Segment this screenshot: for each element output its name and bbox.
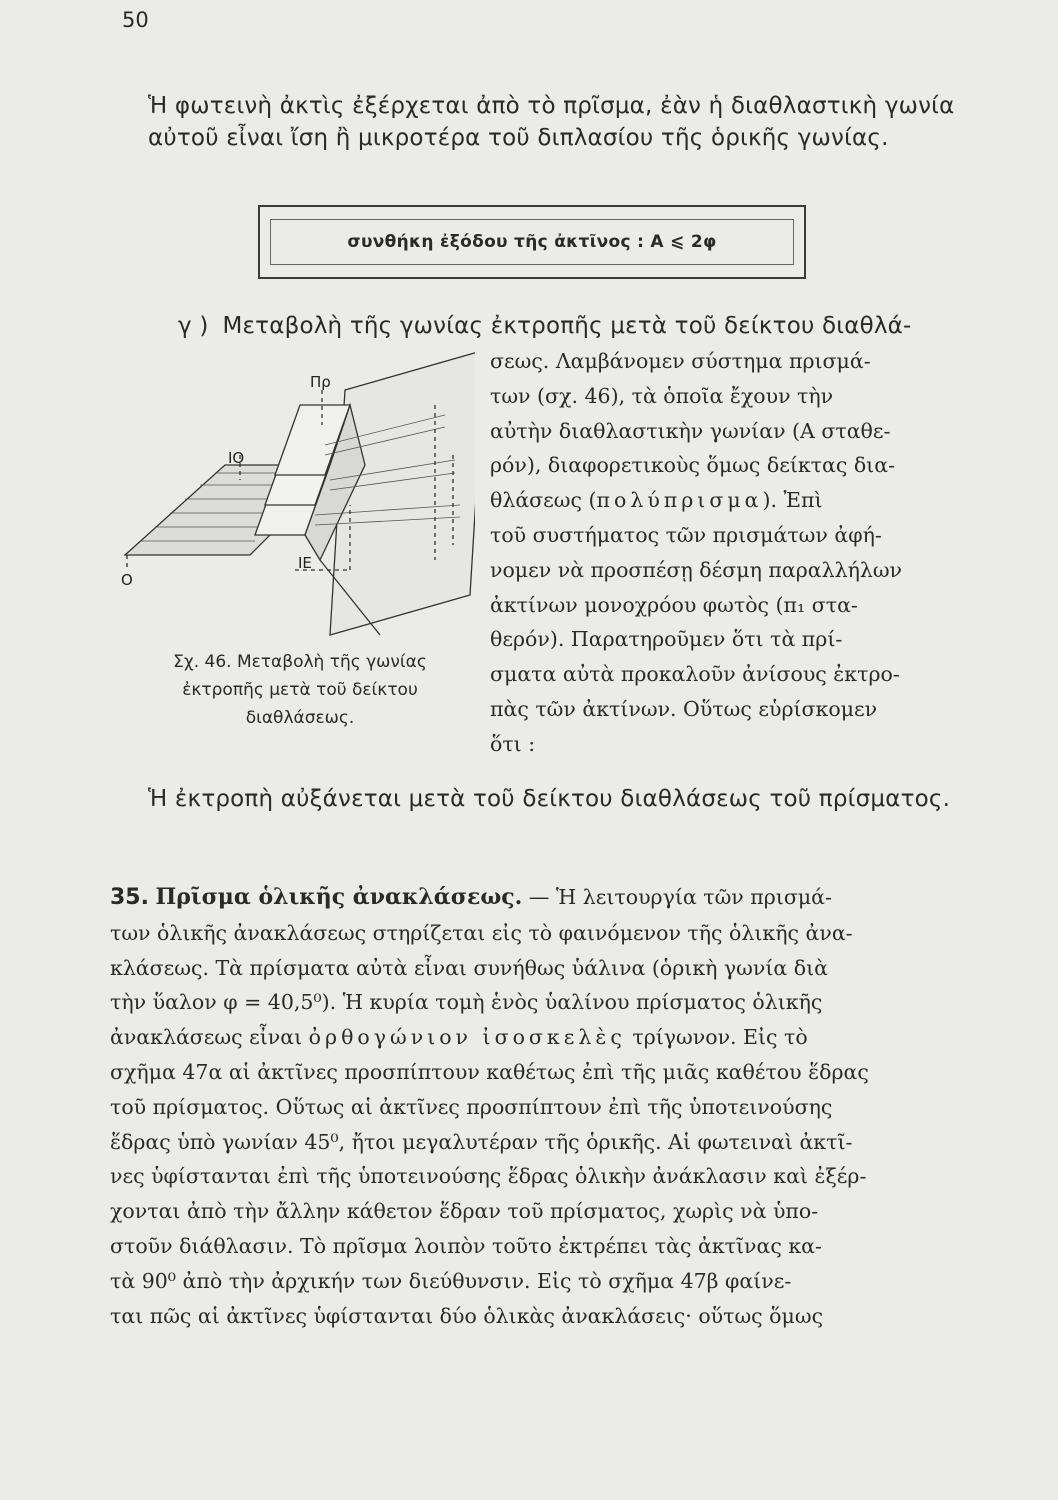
polyprism-figure	[115, 345, 475, 650]
section-gamma-body	[490, 344, 960, 762]
section-35	[110, 880, 960, 1333]
text-line	[490, 483, 960, 518]
page-number: 50	[122, 8, 149, 32]
condition-text: συνθήκη ἐξόδου τῆς ἀκτῖνος : Α ⩽ 2φ	[270, 219, 794, 265]
text-fragment: ). Ἐπὶ	[762, 488, 823, 513]
section-35-heading-line	[110, 880, 960, 916]
text-line: νομεν νὰ προσπέσῃ δέσμη παραλλήλων	[490, 557, 903, 582]
label-io: ΙΟ	[228, 449, 245, 467]
text-line: ρόν), διαφορετικοὺς ὅμως δείκτας δια-	[490, 453, 895, 478]
text-line: κλάσεως. Τὰ πρίσματα αὐτὰ εἶναι συνήθως ὑάλινα (ὁρικὴ γωνία διὰ	[110, 955, 828, 980]
text-line: ἀκτίνων μονοχρόου φωτὸς (π₁ στα-	[490, 592, 858, 617]
label-o: Ο	[121, 571, 133, 589]
section-number: 35.	[110, 885, 149, 910]
section-gamma-heading	[178, 310, 958, 342]
text-line: πὰς τῶν ἀκτίνων. Οὕτως εὑρίσκομεν	[490, 696, 878, 721]
text-line: σεως. Λαμβάνομεν σύστημα πρισμά-	[490, 349, 871, 373]
text-line: τὰ 90⁰ ἀπὸ τὴν ἀρχικήν των διεύθυνσιν. Εἰς τὸ σχῆμα 47β φαίνε-	[110, 1268, 792, 1293]
text-line	[110, 1020, 960, 1055]
text-line: χονται ἀπὸ τὴν ἄλλην κάθετον ἕδραν τοῦ πρίσματος, χωρὶς νὰ ὑπο-	[110, 1199, 819, 1224]
intro-paragraph: Ἡ φωτεινὴ ἀκτὶς ἐξέρχεται ἀπὸ τὸ πρῖσμα, ἐὰν ἡ διαθλαστικὴ γωνία αὐτοῦ εἶναι ἴση ἢ μικροτέρα τοῦ διπλασίου τῆς ὁρικῆς γωνίας.	[148, 93, 955, 151]
section-gamma-title: Μεταβολὴ τῆς γωνίας ἐκτροπῆς μετὰ τοῦ δείκτου διαθλά-	[222, 313, 912, 339]
spaced-term: πολύπρισμα	[596, 488, 763, 513]
text-line: αὐτὴν διαθλαστικὴν γωνίαν (Α σταθε-	[490, 418, 891, 443]
text-line: ὅτι :	[490, 731, 536, 756]
text-line: ἕδρας ὑπὸ γωνίαν 45⁰, ἤτοι μεγαλυτέραν τῆς ὁρικῆς. Αἱ φωτειναὶ ἀκτῖ-	[110, 1129, 853, 1154]
text-fragment: θλάσεως (	[490, 488, 597, 513]
text-line: τοῦ συστήματος τῶν πρισμάτων ἀφή-	[490, 522, 882, 547]
text-line: τοῦ πρίσματος. Οὕτως αἱ ἀκτῖνες προσπίπτουν ἐπὶ τῆς ὑποτεινούσης	[110, 1094, 833, 1119]
text-line: σματα αὐτὰ προκαλοῦν ἀνίσους ἐκτρο-	[490, 662, 900, 687]
text-line: των (σχ. 46), τὰ ὁποῖα ἔχουν τὴν	[490, 383, 834, 408]
text-line: τὴν ὕαλον φ = 40,5⁰). Ἡ κυρία τομὴ ἑνὸς ὑαλίνου πρίσματος ὁλικῆς	[110, 990, 823, 1015]
label-pr: Πρ	[310, 373, 331, 391]
section-title: Πρῖσμα ὁλικῆς ἀνακλάσεως.	[155, 884, 523, 910]
text-line: θερόν). Παρατηροῦμεν ὅτι τὰ πρί-	[490, 627, 843, 652]
section-gamma-label: γ )	[178, 313, 209, 339]
text-fragment: ἀνακλάσεως εἶναι	[110, 1025, 303, 1050]
spaced-term: ὀρθογώνιον ἰσοσκελὲς	[308, 1025, 626, 1050]
text-line: σχῆμα 47α αἱ ἀκτῖνες προσπίπτουν καθέτως ἐπὶ τῆς μιᾶς καθέτου ἕδρας	[110, 1059, 869, 1084]
conclusion-paragraph: Ἡ ἐκτροπὴ αὐξάνεται μετὰ τοῦ δείκτου διαθλάσεως τοῦ πρίσματος.	[148, 786, 951, 812]
text-line: των ὁλικῆς ἀνακλάσεως στηρίζεται εἰς τὸ φαινόμενον τῆς ὁλικῆς ἀνα-	[110, 920, 853, 945]
label-ie: ΙΕ	[298, 554, 312, 572]
condition-box	[258, 205, 806, 279]
text-line: στοῦν διάθλασιν. Τὸ πρῖσμα λοιπὸν τοῦτο ἐκτρέπει τὰς ἀκτῖνας κα-	[110, 1233, 822, 1258]
figure-caption: Σχ. 46. Μεταβολὴ τῆς γωνίας ἐκτροπῆς μετὰ τοῦ δείκτου διαθλάσεως.	[173, 652, 427, 728]
text-line: νες ὑφίστανται ἐπὶ τῆς ὑποτεινούσης ἕδρας ὁλικὴν ἀνάκλασιν καὶ ἐξέρ-	[110, 1164, 867, 1189]
text-fragment: τρίγωνον. Εἰς τὸ	[632, 1025, 808, 1050]
text-line: ται πῶς αἱ ἀκτῖνες ὑφίστανται δύο ὁλικὰς ἀνακλάσεις· οὕτως ὅμως	[110, 1303, 824, 1328]
text-fragment: — Ἡ λειτουργία τῶν πρισμά-	[528, 885, 832, 909]
